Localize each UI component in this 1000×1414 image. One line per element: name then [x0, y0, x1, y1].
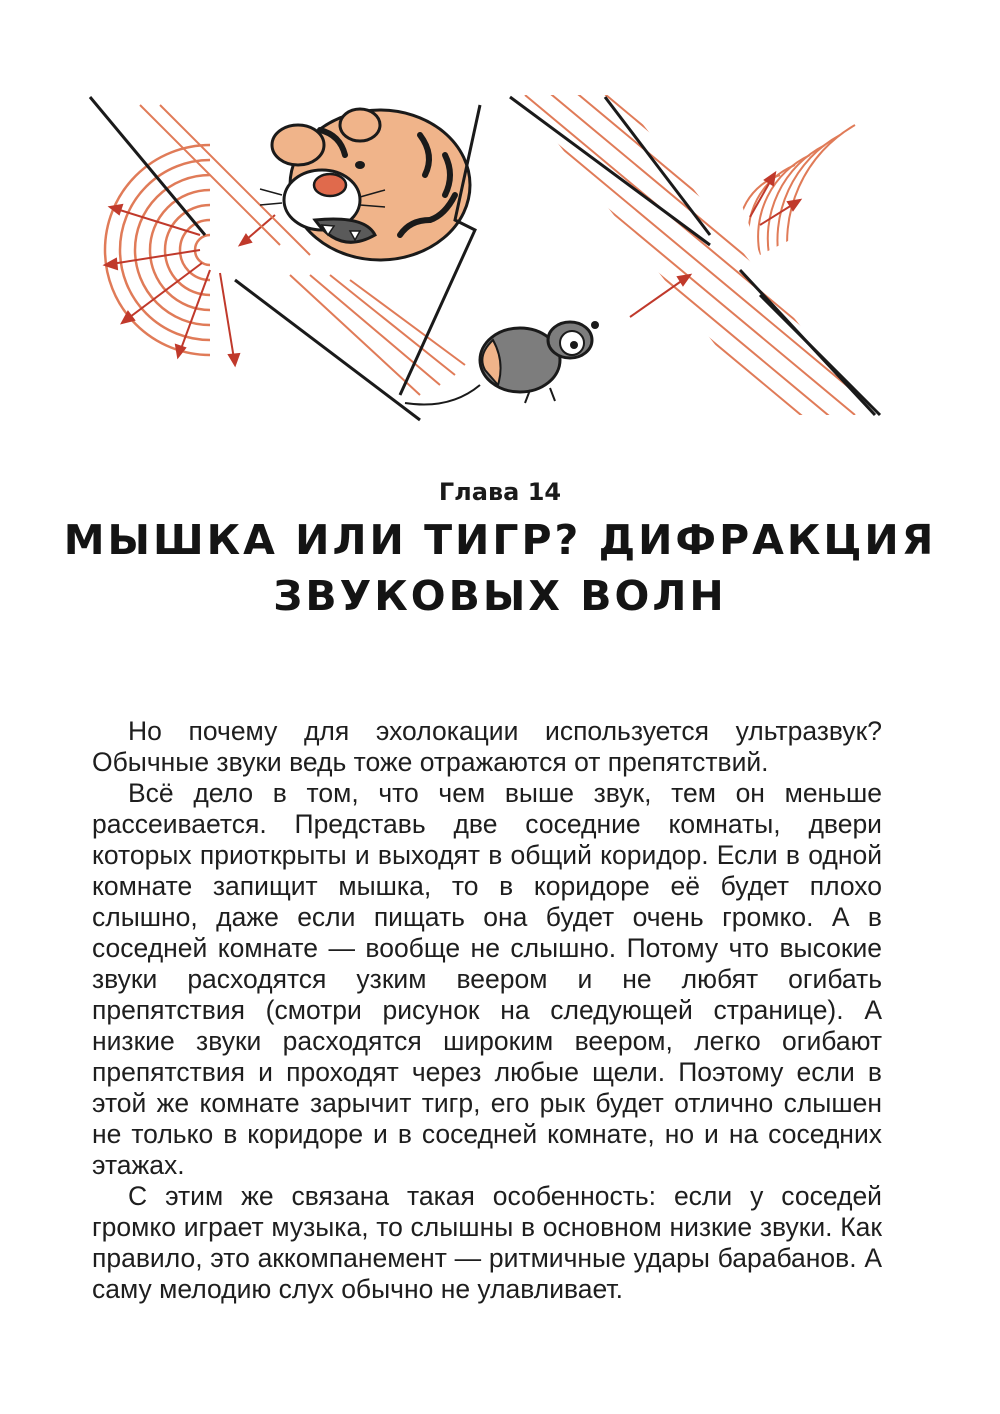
chapter-title — [60, 512, 940, 624]
body-text — [92, 716, 882, 1305]
chapter-title-line-1: МЫШКА ИЛИ ТИГР? ДИФРАКЦИЯ — [63, 516, 937, 564]
top-right-waves — [739, 125, 855, 270]
mouse-icon — [405, 321, 599, 405]
chapter-title-line-2: ЗВУКОВЫХ ВОЛН — [273, 572, 727, 620]
chapter-number: Глава 14 — [438, 478, 562, 506]
paragraph-2: Всё дело в том, что чем выше звук, тем он меньше рассеивается. Представь две соседние комнаты, двери которых приоткрыты и выходят в общий коридор. Если в одной комнате запищит мышка, то в коридоре её будет плохо слышно, даже если пищать она будет очень громко. А в соседней комнате — вообще не слышно. Потому что высокие звуки расходятся узким веером и не любят огибать препятствия (смотри рисунок на следующей странице). А низкие звуки расходятся широким веером, легко огибают препятствия и проходят через любые щели. Поэтому если в этой же комнате зарычит тигр, его рык будет отлично слышен не только в коридоре и в соседней комнате, но и на соседних этажах. — [92, 778, 882, 1180]
diffraction-illustration — [60, 85, 940, 435]
paragraph-1: Но почему для эхолокации используется ультразвук? Обычные звуки ведь тоже отражаются от препятствий. — [92, 716, 882, 777]
beam-arrows — [630, 173, 800, 317]
paragraph-3: С этим же связана такая особенность: если у соседей громко играет музыка, то слышны в основном низкие звуки. Как правило, это аккомпанемент — ритмичные удары барабанов. А саму мелодию слух обычно не улавливает. — [92, 1181, 882, 1304]
